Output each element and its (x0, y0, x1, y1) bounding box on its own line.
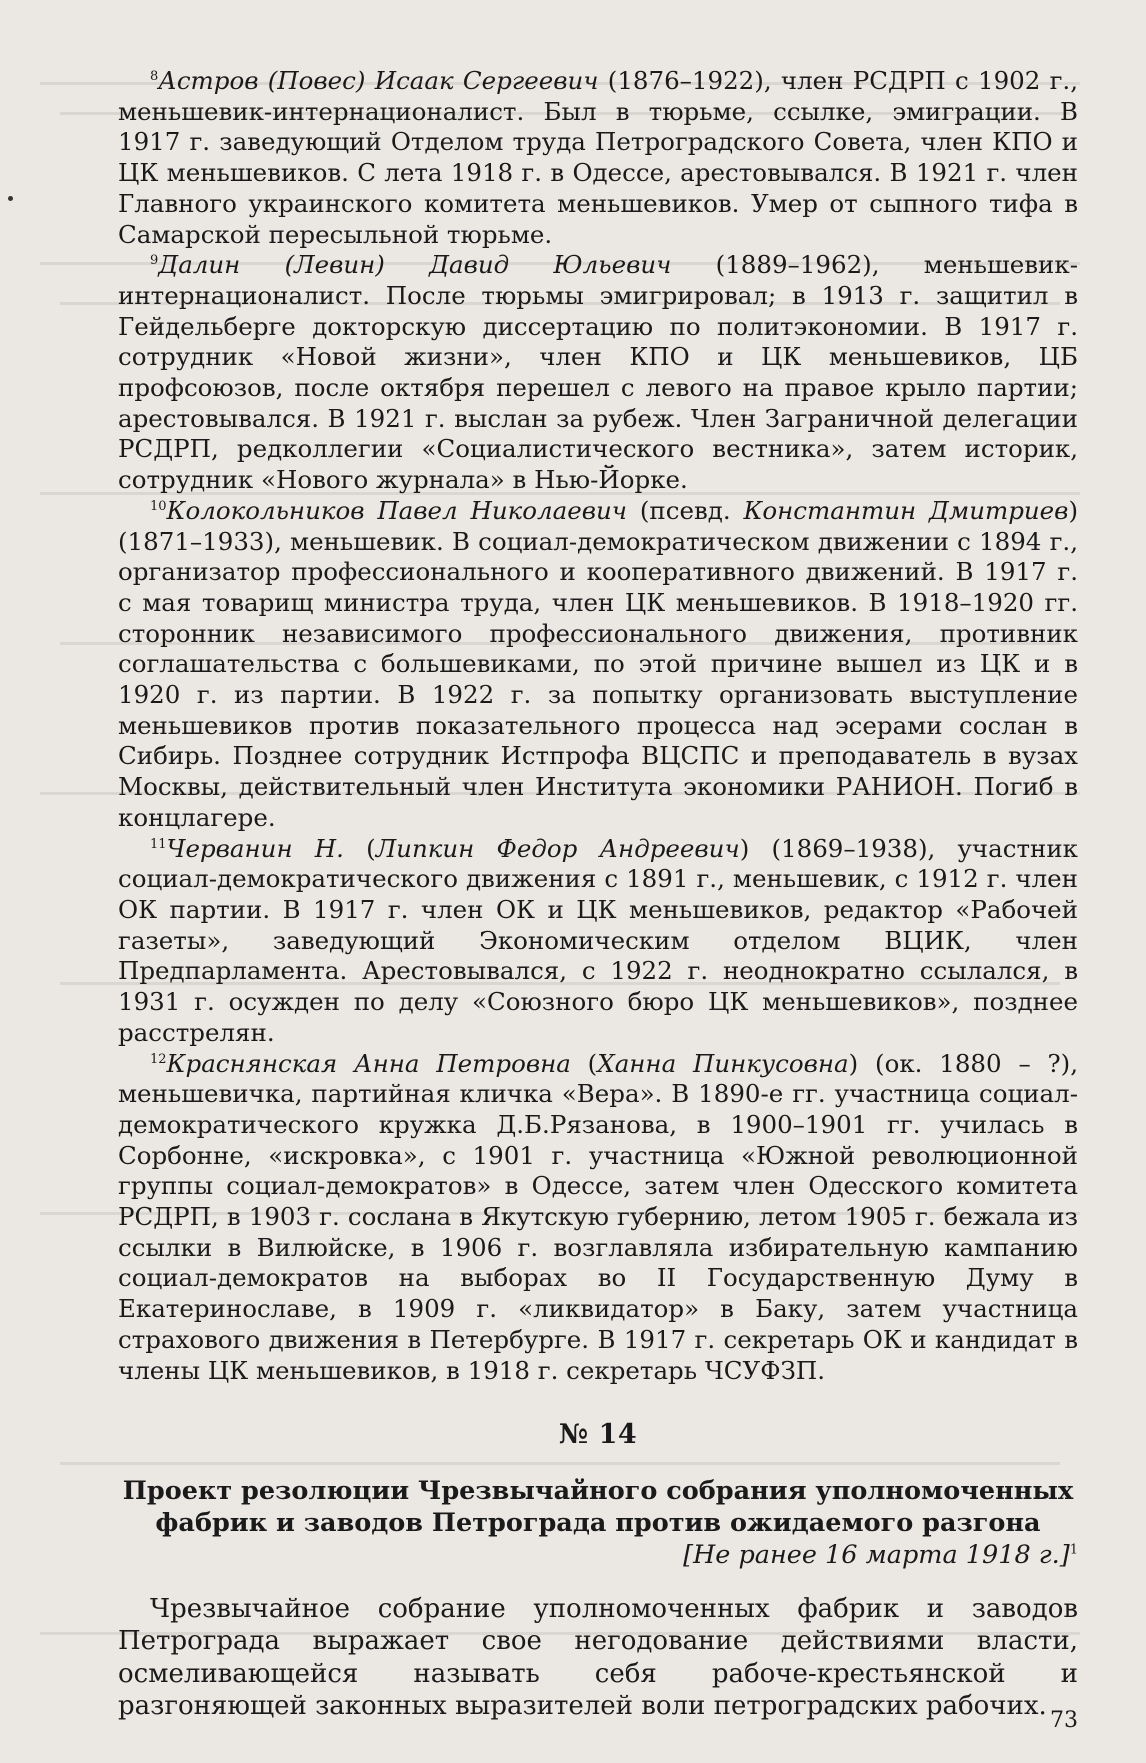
footnote-9 (118, 250, 1078, 496)
page-number: 73 (1050, 1708, 1078, 1733)
document-date (118, 1539, 1078, 1571)
footnote-8 (118, 66, 1078, 250)
footnote-11 (118, 834, 1078, 1049)
scan-speck (8, 196, 13, 201)
footnote-text: ) (1871–1933), меньшевик. В социал-демократическом движении с 1894 г., организатор профессионального и кооперативного движений. В 1917 г. с мая товарищ министра труда, член ЦК меньшевиков. В 1918–1920 гг. сторонник независимого профессионального движения, противник соглашательства с большевиками, по этой причине вышел из ЦК и в 1920 г. из партии. В 1922 г. за попытку организовать выступление меньшевиков против показательного процесса над эсерами сослан в Сибирь. Позднее сотрудник Истпрофа ВЦСПС и преподаватель в вузах Москвы, действительный член Института экономики РАНИОН. Погиб в концлагере. (118, 495, 1079, 832)
footnote-number: 10 (150, 498, 167, 514)
footnote-person-name: Колокольников Павел Николаевич (166, 495, 627, 525)
footnote-person-name: Черванин Н. (166, 833, 344, 863)
footnote-person-name: Астров (Повес) Исаак Сергеевич (158, 66, 599, 95)
footnote-number: 11 (150, 836, 167, 852)
footnote-text: ) (1869–1938), участник социал-демократического движения с 1891 г., меньшевик, с 1912 г. член ОК партии. В 1917 г. член ОК и ЦК меньшевиков, редактор «Рабочей газеты», заведующий Экономическим отделом ВЦИК, член Предпарламента. Арестовывался, с 1922 г. неоднократно ссылался, в 1931 г. осужден по делу «Союзного бюро ЦК меньшевиков», позднее расстрелян. (118, 833, 1078, 1047)
footnote-text: (1889–1962), меньшевик-интернационалист. После тюрьмы эмигрировал; в 1913 г. защитил в Гейдельберге докторскую диссертацию по политэкономии. В 1917 г. сотрудник «Новой жизни», член КПО и ЦК меньшевиков, ЦБ профсоюзов, после октября перешел с левого на правое крыло партии; арестовывался. В 1921 г. выслан за рубеж. Член Заграничной делегации РСДРП, редколлегии «Социалистического вестника», затем историк, сотрудник «Нового журнала» в Нью-Йорке. (118, 250, 1078, 495)
date-note-marker: 1 (1069, 1542, 1078, 1558)
footnote-10 (118, 496, 1078, 834)
document-number: № 14 (558, 1419, 638, 1451)
footnote-text: (1876–1922), член РСДРП с 1902 г., меньшевик-интернационалист. Был в тюрьме, ссылке, эмиграции. В 1917 г. заведующий Отделом труда Петроградского Совета, член КПО и ЦК меньшевиков. С лета 1918 г. в Одессе, арестовывался. В 1921 г. член Главного украинского комитета меньшевиков. Умер от сыпного тифа в Самарской пересыльной тюрьме. (118, 66, 1078, 249)
footnote-number: 12 (150, 1051, 167, 1067)
footnote-number: 9 (150, 253, 159, 269)
footnote-alias-open: ( (570, 1048, 598, 1078)
document-date-text: [Не ранее 16 марта 1918 г.] (683, 1539, 1070, 1570)
document-title-line-2: фабрик и заводов Петрограда против ожидаемого разгона (155, 1507, 1041, 1538)
footnote-alias: Липкин Федор Андреевич (375, 833, 740, 863)
footnote-number: 8 (150, 68, 159, 84)
page-content (118, 66, 1078, 1723)
footnote-pseudonym-prefix: (псевд. (627, 495, 744, 525)
footnote-person-name: Краснянская Анна Петровна (166, 1048, 571, 1078)
footnote-alias-open: ( (343, 833, 376, 863)
document-body: Чрезвычайное собрание уполномоченных фабрик и заводов Петрограда выражает свое негодование действиями власти, осмеливающейся называть себя рабоче-крестьянской и разгоняющей законных выразителей воли петроградских рабочих. (118, 1593, 1078, 1722)
footnote-12 (118, 1049, 1078, 1387)
footnote-pseudonym: Константин Дмитриев (743, 495, 1069, 525)
footnote-alias: Ханна Пинкусовна (597, 1048, 849, 1078)
footnote-person-name: Далин (Левин) Давид Юльевич (158, 250, 672, 280)
document-title-line-1: Проект резолюции Чрезвычайного собрания уполномоченных (122, 1475, 1074, 1506)
footnote-text: ) (ок. 1880 – ?), меньшевичка, партийная кличка «Вера». В 1890-е гг. участница социал-демократического кружка Д.Б.Рязанова, в 1900–1901 гг. училась в Сорбонне, «искровка», с 1901 г. участница «Южной революционной группы социал-демократов» в Одессе, затем член Одесского комитета РСДРП, в 1903 г. сослана в Якутскую губернию, летом 1905 г. бежала из ссылки в Вилюйске, в 1906 г. возглавляла избирательную кампанию социал-демократов на выборах во II Государственную Думу в Екатеринославе, в 1909 г. «ликвидатор» в Баку, затем участница страхового движения в Петербурге. В 1917 г. секретарь ОК и кандидат в члены ЦК меньшевиков, в 1918 г. секретарь ЧСУФЗП. (118, 1048, 1079, 1385)
